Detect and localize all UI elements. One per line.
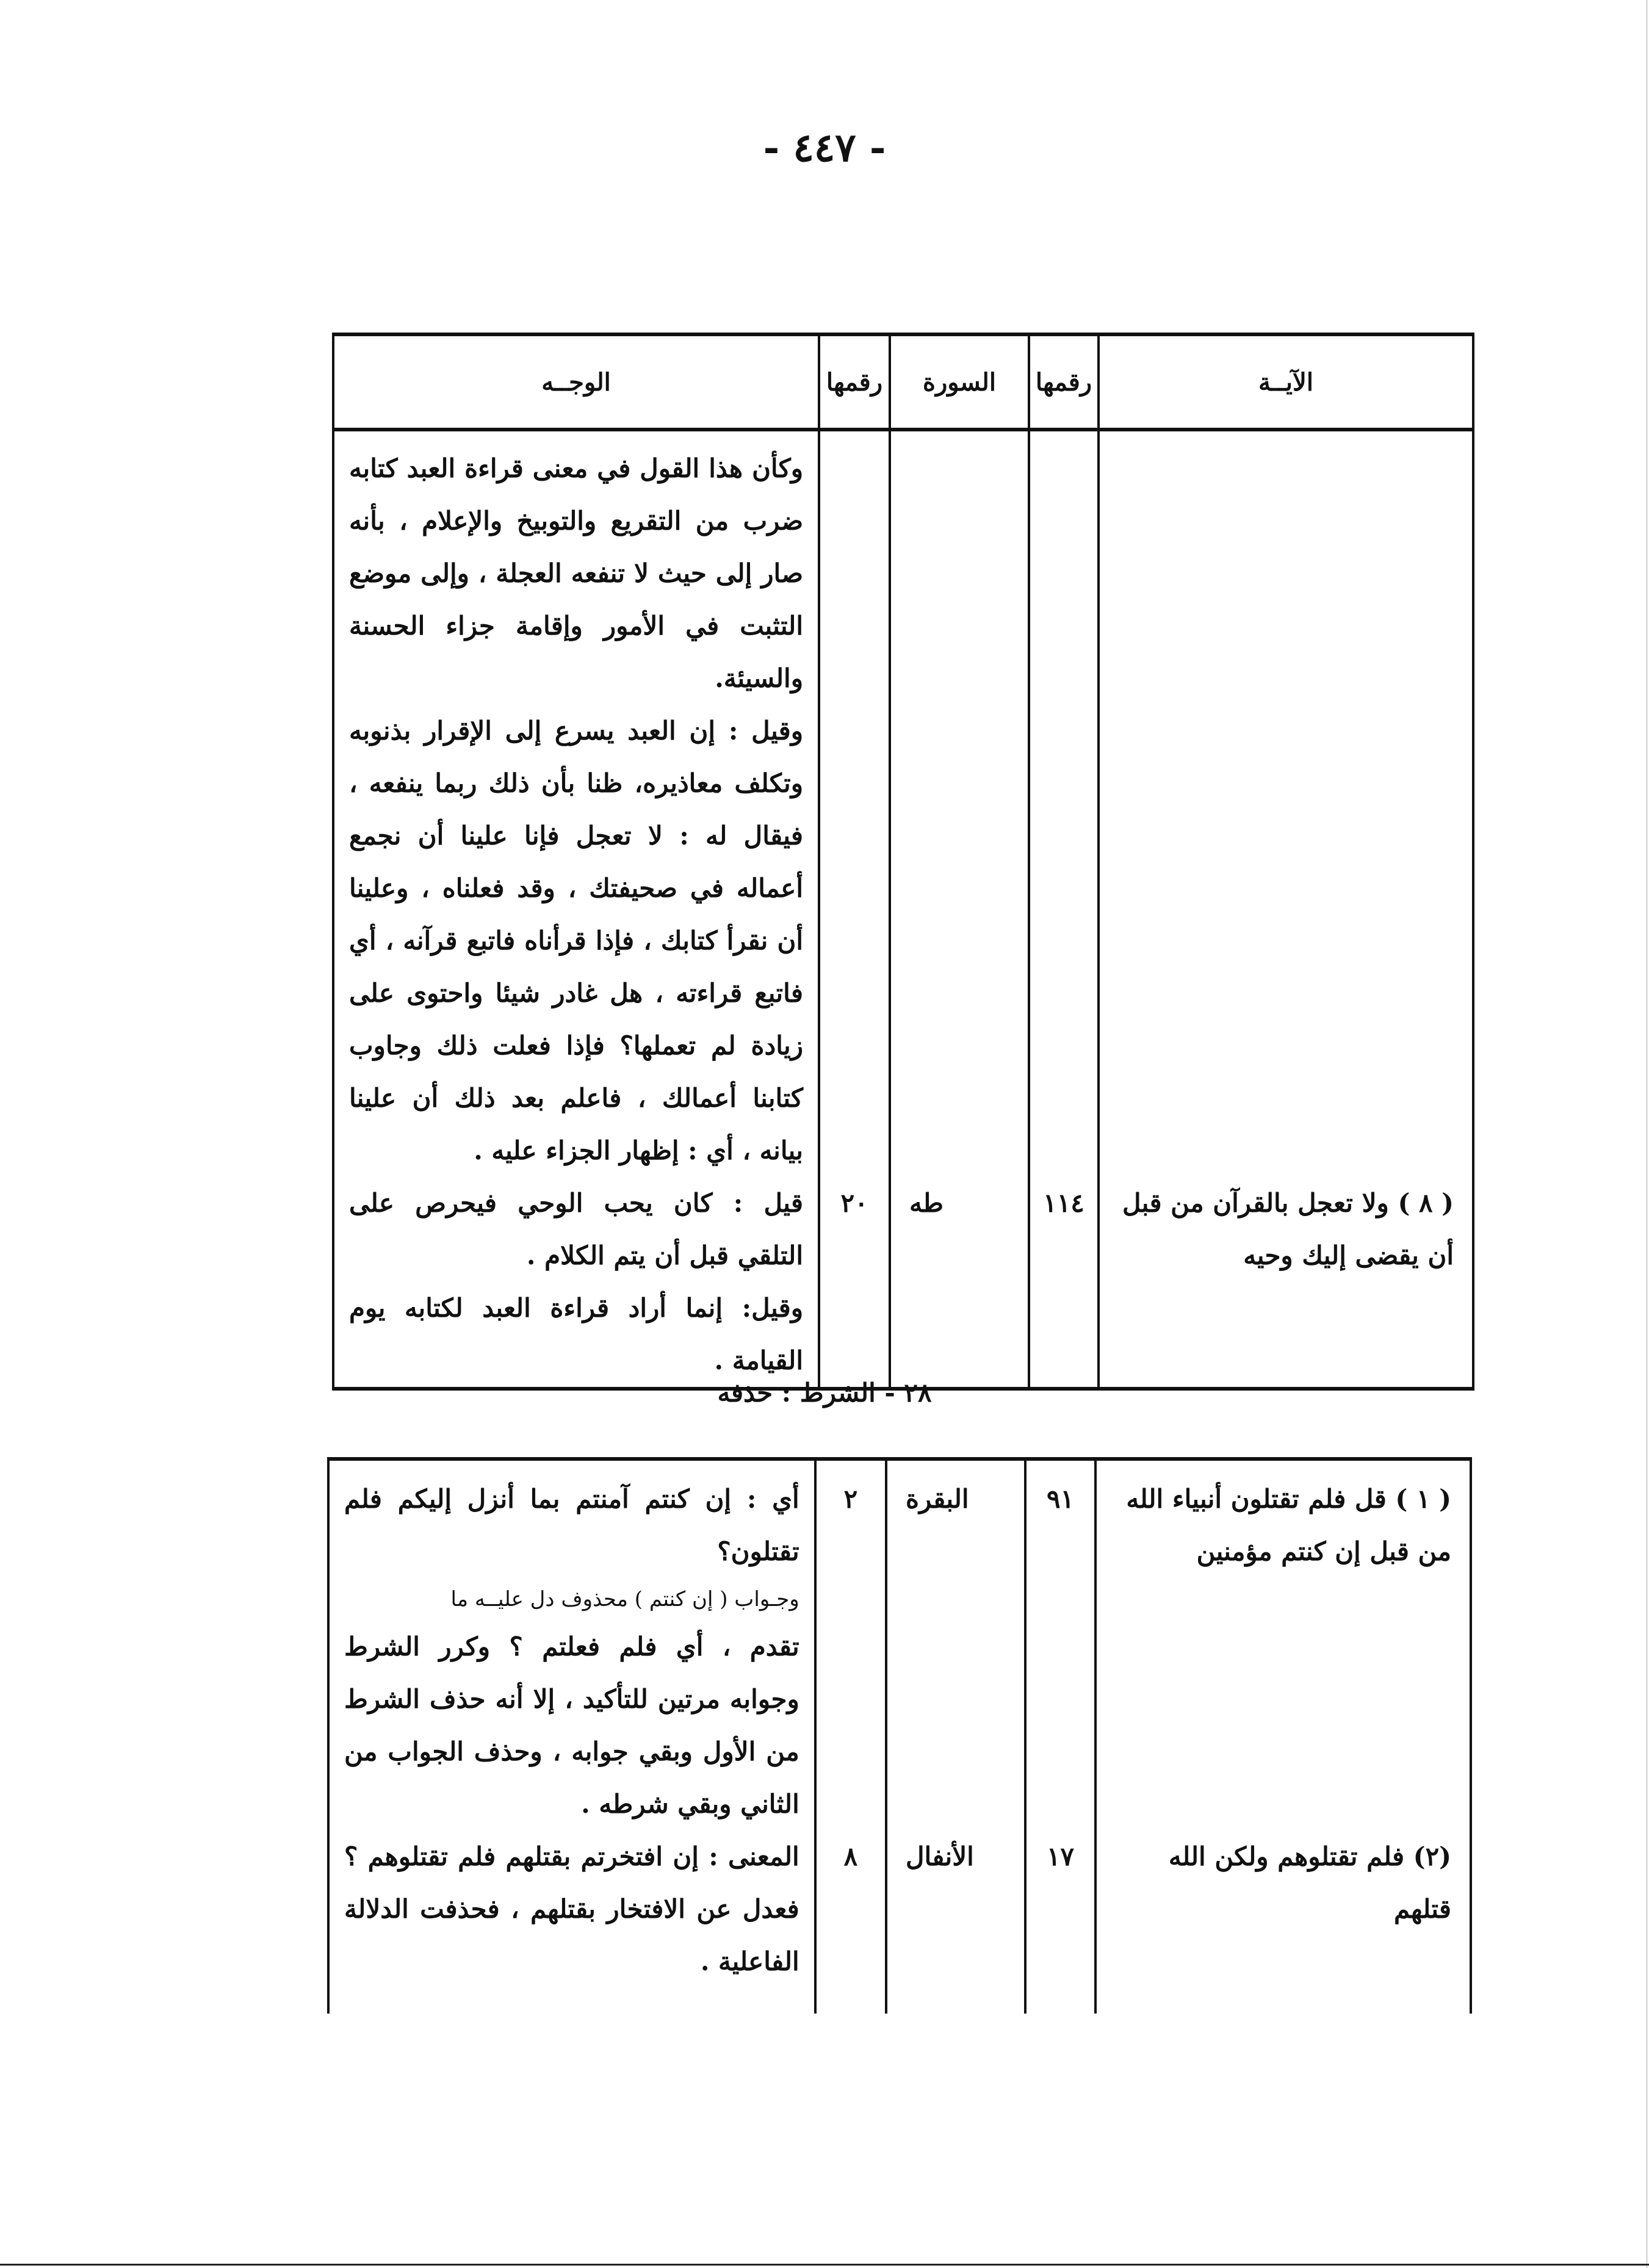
explanation-paragraph: وكأن هذا القول في معنى قراءة العبد كتابه ضرب من التقريع والتوبيخ والإعلام ، بأنه صار إلى حيث لا تنفعه العجلة ، وإلى موضع التثبت في الأمور وإقامة جزاء الحسنة والسيئة. <box>349 453 803 693</box>
explanation-paragraph: أي : إن كنتم آمنتم بما أنزل إليكم فلم تقتلون؟ <box>344 1484 799 1566</box>
explanation-paragraph: تقدم ، أي فلم فعلتم ؟ وكرر الشرط وجوابه مرتين للتأكيد ، إلا أنه حذف الشرط من الأول وبقي جوابه ، وحذف الجواب من الثاني وبقي شرطه . <box>344 1632 799 1819</box>
explanation-paragraph: قيل : كان يحب الوحي فيحرص على التلقي قبل أن يتم الكلام . <box>349 1188 803 1270</box>
verse-number-cell <box>1025 1831 1095 2014</box>
verse-number-cell <box>1029 430 1099 1177</box>
table-row <box>333 1177 1473 1389</box>
table-row <box>333 430 1473 1177</box>
verse-table-2 <box>327 1457 1472 2014</box>
header-verse-number: رقمها <box>1029 334 1099 430</box>
verse-table-1 <box>332 333 1474 1391</box>
page-number: - ٤٤٧ - <box>763 125 886 171</box>
table-row <box>328 1831 1471 2014</box>
verse-cell <box>1099 430 1473 1177</box>
verse-number: ١١٤ <box>1043 1188 1084 1218</box>
header-surah: السورة <box>890 334 1029 430</box>
explanation-paragraph: وقيل: إنما أراد قراءة العبد لكتابه يوم القيامة . <box>349 1293 803 1375</box>
header-surah-number: رقمها <box>819 334 890 430</box>
explanation-paragraph: وقيل : إن العبد يسرع إلى الإقرار بذنوبه وتكلف معاذيره، ظنا بأن ذلك ربما ينفعه ، فيقال له : لا تعجل فإنا علينا أن نجمع أعماله في صحيفتك ، وقد فعلناه ، وعلينا أن نقرأ كتابك ، فإذا قرأناه فاتبع قرآنه ، أي فاتبع قراءته ، هل غادر شيئا واحتوى على زيادة لم تعملها؟ فإذا فعلت ذلك وجاوب كتابنا أعمالك ، فاعلم بعد ذلك أن علينا بيانه ، أي : إظهار الجزاء عليه . <box>349 716 803 1165</box>
surah-number: ٨ <box>843 1841 858 1871</box>
header-verse: الآيــة <box>1099 334 1473 430</box>
verse-number: ٩١ <box>1047 1484 1075 1514</box>
header-explanation: الوجــه <box>333 334 819 430</box>
verse-cell <box>1099 1177 1473 1389</box>
explanation-paragraph: وجـواب ( إن كنتم ) محذوف دل عليــه ما <box>450 1587 799 1611</box>
surah-name: البقرة <box>905 1484 969 1514</box>
surah-number-cell <box>815 1831 886 2014</box>
surah-cell <box>886 1459 1025 1831</box>
verse-cell <box>1095 1459 1471 1831</box>
surah-number-cell <box>819 1177 890 1389</box>
surah-number-cell <box>815 1459 886 1831</box>
verse-text: ( ١ ) قل فلم تقتلون أنبياء الله من قبل إن كنتم مؤمنين <box>1126 1484 1451 1566</box>
explanation-cell <box>328 1831 815 2014</box>
surah-number: ٢ <box>843 1484 858 1514</box>
table-row <box>328 1459 1471 1831</box>
verse-text: ( ٨ ) ولا تعجل بالقرآن من قبل أن يقضى إليك وحيه <box>1122 1188 1454 1270</box>
verse-text: (٢) فلم تقتلوهم ولكن الله قتلهم <box>1168 1841 1451 1924</box>
table-header-row <box>333 334 1473 430</box>
verse-number-cell <box>1029 1177 1099 1389</box>
surah-cell <box>886 1831 1025 2014</box>
page-edge <box>1646 0 1648 2268</box>
verse-number-cell <box>1025 1459 1095 1831</box>
surah-name: طه <box>909 1188 944 1218</box>
explanation-cell <box>333 1177 819 1389</box>
surah-number: ٢٠ <box>840 1188 868 1218</box>
surah-cell <box>890 430 1029 1177</box>
page-bottom-rule <box>0 2264 1649 2266</box>
explanation-paragraph: المعنى : إن افتخرتم بقتلهم فلم تقتلوهم ؟ فعدل عن الافتخار بقتلهم ، فحذفت الدلالة الفاعلية . <box>344 1841 799 1976</box>
surah-name: الأنفال <box>905 1841 974 1871</box>
explanation-cell <box>333 430 819 1177</box>
surah-number-cell <box>819 430 890 1177</box>
explanation-cell <box>328 1459 815 1831</box>
section-heading: ٢٨ - الشرط : حذفه <box>717 1378 932 1408</box>
verse-cell <box>1095 1831 1471 2014</box>
surah-cell <box>890 1177 1029 1389</box>
verse-number: ١٧ <box>1047 1841 1075 1871</box>
